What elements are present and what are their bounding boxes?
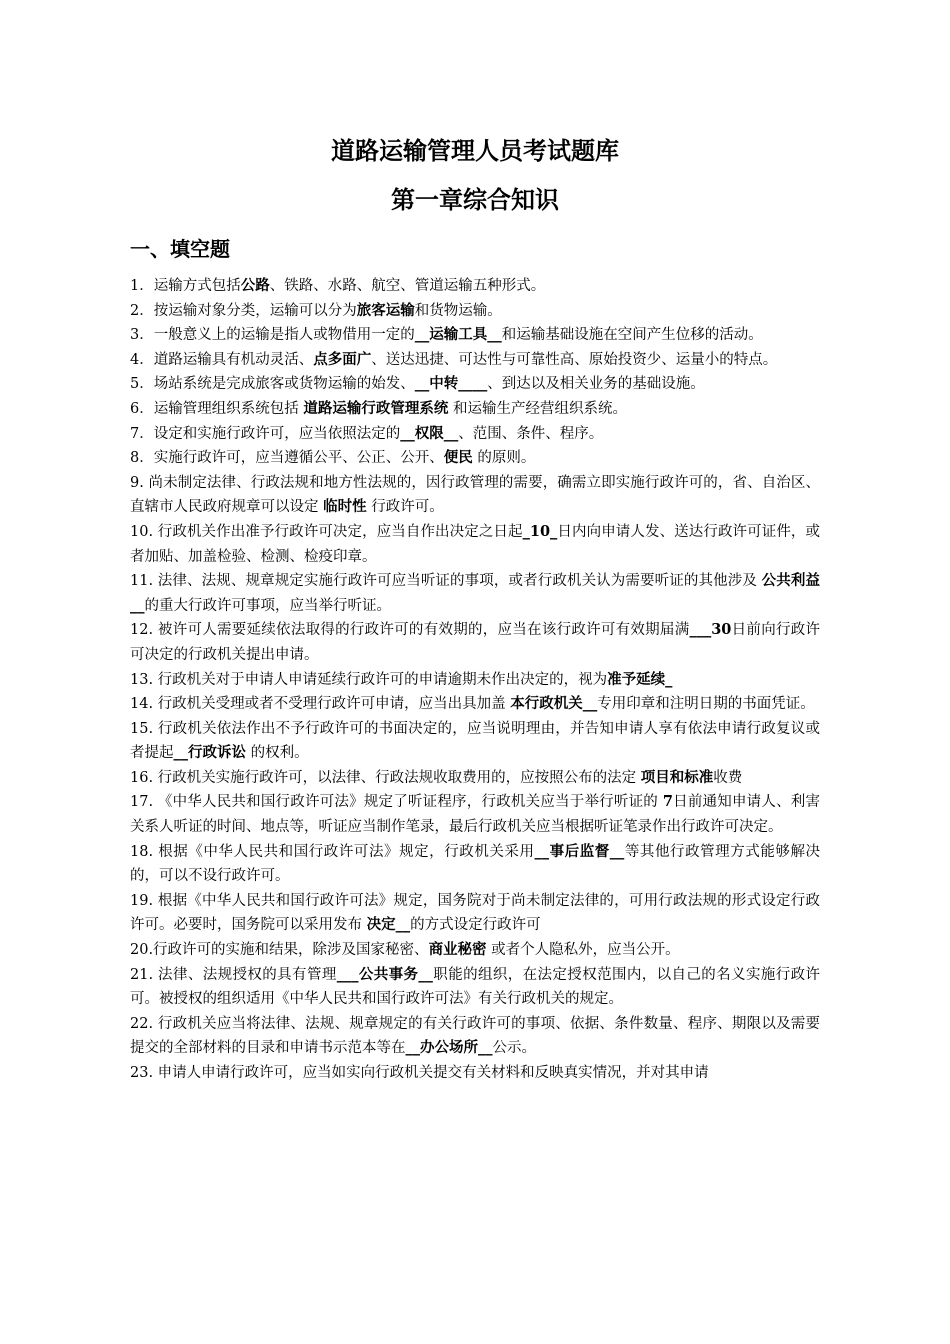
question-item	[130, 889, 820, 938]
question-item	[130, 520, 820, 569]
question-text: 20.行政许可的实施和结果，除涉及国家秘密、	[130, 942, 429, 959]
question-item	[130, 274, 820, 299]
question-text: 、到达以及相关业务的基础设施。	[487, 376, 705, 393]
section-heading: 一、填空题	[130, 237, 230, 261]
question-text: 15. 行政机关依法作出不予行政许可的书面决定的，应当说明理由，并告知申请人享有依法申请行政复议或者提起	[130, 720, 820, 762]
answer-text: __权限__	[400, 424, 459, 442]
answer-text: __事后监督__	[534, 842, 625, 860]
question-text: 的原则。	[472, 450, 536, 467]
question-text: 的方式设定行政许可	[410, 917, 541, 934]
question-text: 或者个人隐私外，应当公开。	[486, 942, 680, 959]
answer-text: 决定__	[366, 916, 411, 934]
answer-text: ___公共事务__	[336, 965, 433, 983]
question-text: 3．一般意义上的运输是指人或物借用一定的	[130, 327, 415, 344]
question-text: 8．实施行政许可，应当遵循公平、公正、公开、	[130, 450, 444, 467]
question-text: 、送达迅捷、可达性与可靠性高、原始投资少、运量小的特点。	[371, 351, 778, 368]
question-text: 和运输基础设施在空间产生位移的活动。	[501, 327, 763, 344]
question-text: 公示。	[492, 1040, 536, 1057]
answer-text: 旅客运输	[356, 301, 415, 319]
question-text: 1．运输方式包括	[130, 278, 241, 294]
answer-text: 便民	[443, 449, 473, 467]
question-item	[130, 569, 820, 618]
question-text: 13. 行政机关对于申请人申请延续行政许可的申请逾期未作出决定的，视为	[130, 671, 608, 688]
question-text: 2．按运输对象分类，运输可以分为	[130, 302, 357, 319]
question-item	[130, 717, 820, 766]
answer-text: 点多面广	[313, 350, 372, 368]
question-text: 的权利。	[246, 745, 309, 762]
question-text: 行政许可。	[366, 499, 444, 516]
answer-text: __办公场所__	[405, 1039, 493, 1057]
answer-text: 项目和标准	[640, 768, 714, 786]
question-text: 的重大行政许可事项，应当举行听证。	[144, 597, 391, 614]
question-item	[130, 963, 820, 1012]
answer-text: 道路运输行政管理系统	[303, 399, 449, 417]
question-text: 和货物运输。	[414, 302, 502, 319]
answer-text: ___30	[689, 621, 732, 639]
question-text: 16. 行政机关实施行政许可，以法律、行政法规收取费用的，应按照公布的法定	[130, 769, 641, 786]
question-text: 6．运输管理组织系统包括	[130, 400, 304, 417]
question-text: 23. 申请人申请行政许可，应当如实向行政机关提交有关材料和反映真实情况，并对其申请	[130, 1065, 709, 1081]
question-item	[130, 372, 820, 397]
answer-text: __中转____	[414, 375, 488, 393]
question-item	[130, 618, 820, 667]
question-text: 、铁路、水路、航空、管道运输五种形式。	[269, 278, 546, 294]
answer-text: _10_	[522, 522, 558, 540]
question-text: 19. 根据《中华人民共和国行政许可法》规定，国务院对于尚未制定法律的，可用行政法规的形式设定行政许可。必要时，国务院可以采用发布	[130, 892, 820, 934]
question-text: 14. 行政机关受理或者不受理行政许可申请，应当出具加盖	[130, 696, 511, 713]
answer-text: 临时性	[323, 498, 367, 516]
question-text: 21. 法律、法规授权的具有管理	[130, 966, 337, 983]
question-text: 11. 法律、法规、规章规定实施行政许可应当听证的事项，或者行政机关认为需要听证的其他涉及	[130, 573, 762, 590]
question-item	[130, 323, 820, 348]
question-text: 17. 《中华人民共和国行政许可法》规定了听证程序，行政机关应当于举行听证的	[130, 794, 663, 811]
question-item	[130, 446, 820, 471]
question-item	[130, 397, 820, 422]
question-list	[130, 274, 820, 1086]
question-text: 专用印章和注明日期的书面凭证。	[597, 696, 815, 713]
question-item	[130, 790, 820, 839]
question-text: 9. 尚未制定法律、行政法规和地方性法规的，因行政管理的需要，确需立即实施行政许可的，省、自治区、直辖市人民政府规章可以设定	[130, 474, 820, 516]
question-text: 、范围、条件、程序。	[458, 425, 604, 442]
question-text: 日内向申请人发、送达行政许可证件，或者加贴、加盖检验、检测、检疫印章。	[130, 523, 821, 565]
question-item	[130, 471, 820, 520]
question-text: 5．场站系统是完成旅客或货物运输的始发、	[130, 376, 415, 393]
question-item	[130, 692, 820, 717]
question-text: 和运输生产经营组织系统。	[448, 400, 627, 417]
question-item	[130, 840, 820, 889]
answer-text: 商业秘密	[428, 941, 487, 959]
question-text: 收费	[713, 769, 743, 786]
answer-text: 本行政机关__	[510, 695, 598, 713]
answer-text: 公共利益__	[130, 572, 820, 614]
question-text: 4．道路运输具有机动灵活、	[130, 351, 314, 368]
question-text: 7．设定和实施行政许可，应当依照法定的	[130, 425, 401, 442]
question-text: 10. 行政机关作出准予行政许可决定，应当自作出决定之日起	[130, 523, 523, 540]
question-item	[130, 348, 820, 373]
question-item	[130, 1061, 820, 1086]
question-text: 18. 根据《中华人民共和国行政许可法》规定，行政机关采用	[130, 843, 535, 860]
chapter-title: 第一章综合知识	[391, 186, 559, 214]
answer-text: 7	[662, 793, 673, 811]
answer-text: 准予延续_	[607, 670, 673, 688]
question-item	[130, 299, 820, 324]
question-item	[130, 938, 820, 963]
question-item	[130, 1012, 820, 1061]
question-text: 日前向行政许可决定的行政机关提出申请。	[130, 622, 820, 663]
question-item	[130, 766, 820, 791]
question-text: 等其他行政管理方式能够解决的，可以不设行政许可。	[130, 843, 820, 885]
question-text: 22. 行政机关应当将法律、法规、规章规定的有关行政许可的事项、依据、条件数量、程序、期限以及需要提交的全部材料的目录和申请书示范本等在	[130, 1015, 820, 1057]
answer-text: 公路	[240, 277, 270, 294]
question-text: 职能的组织，在法定授权范围内，以自己的名义实施行政许可。被授权的组织适用《中华人民共和国行政许可法》有关行政机关的规定。	[130, 966, 821, 1008]
answer-text: __行政诉讼	[173, 744, 246, 762]
question-item	[130, 422, 820, 447]
question-item	[130, 668, 820, 693]
question-text: 12. 被许可人需要延续依法取得的行政许可的有效期的，应当在该行政许可有效期届满	[130, 622, 690, 639]
answer-text: __运输工具__	[414, 326, 502, 344]
document-title: 道路运输管理人员考试题库	[331, 137, 619, 165]
question-text: 日前通知申请人、利害关系人听证的时间、地点等，听证应当制作笔录，最后行政机关应当根据听证笔录作出行政许可决定。	[130, 794, 820, 836]
